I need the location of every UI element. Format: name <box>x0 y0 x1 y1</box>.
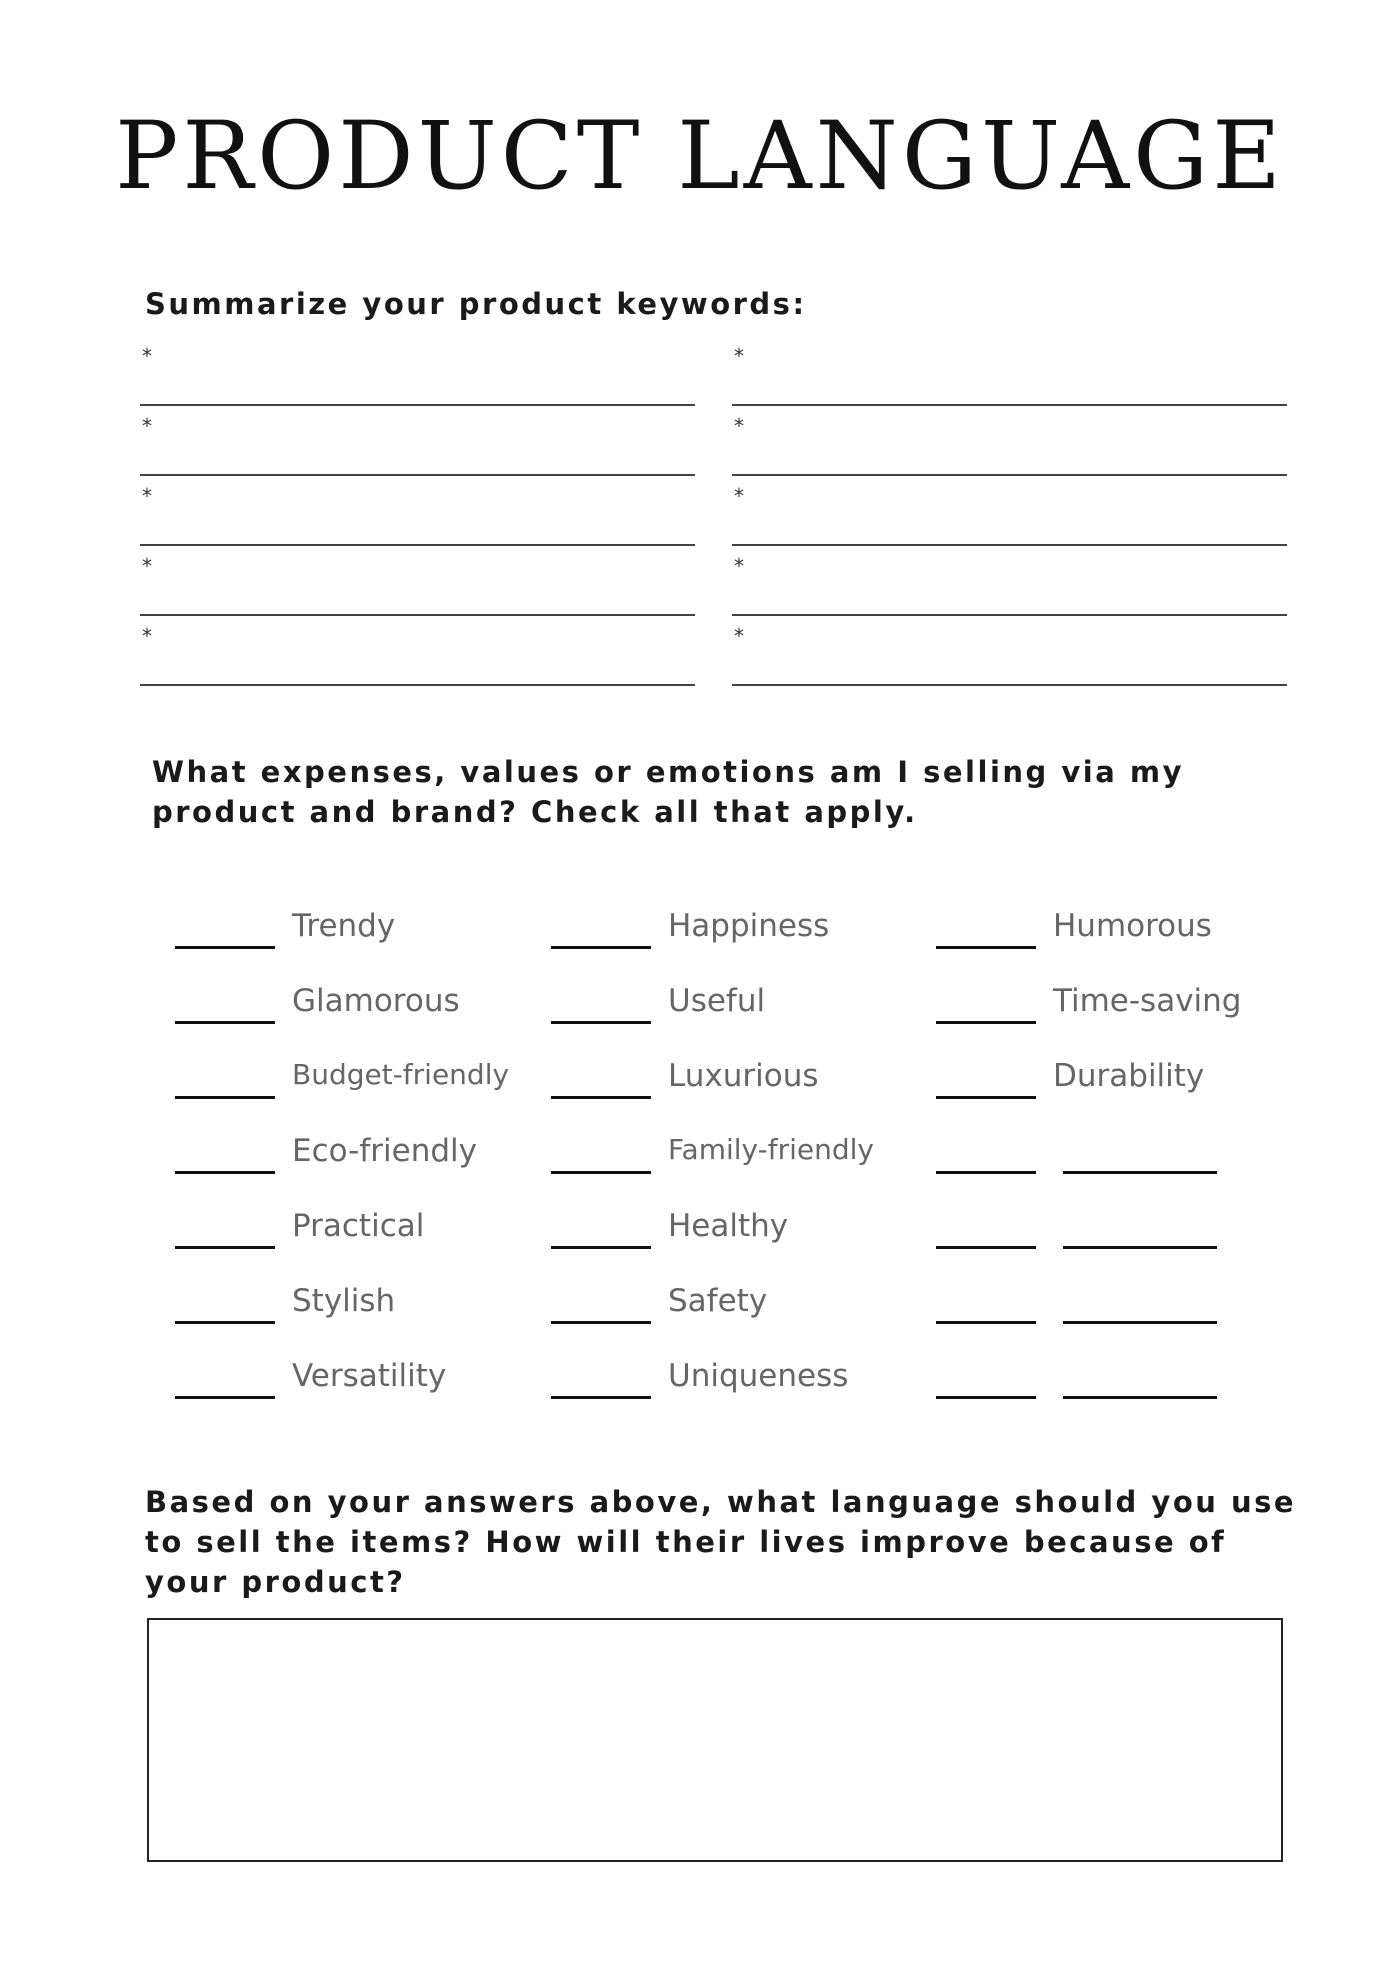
check-blank[interactable] <box>175 1021 275 1024</box>
option-label: Uniqueness <box>668 1358 849 1394</box>
check-blank[interactable] <box>175 1321 275 1324</box>
check-blank[interactable] <box>936 1246 1036 1249</box>
bullet-star: * <box>142 414 152 438</box>
check-blank[interactable] <box>551 946 651 949</box>
option-label: Practical <box>292 1208 425 1244</box>
check-blank[interactable] <box>551 1396 651 1399</box>
option-label: Family-friendly <box>668 1133 874 1166</box>
check-blank[interactable] <box>551 1246 651 1249</box>
answer-box[interactable] <box>147 1618 1283 1862</box>
option-label: Useful <box>668 983 766 1019</box>
keywords-right-column <box>732 336 1287 686</box>
check-blank[interactable] <box>551 1171 651 1174</box>
bullet-star: * <box>734 624 744 648</box>
option-label: Stylish <box>292 1283 396 1319</box>
option-label: Glamorous <box>292 983 460 1019</box>
check-blank[interactable] <box>175 946 275 949</box>
keyword-field[interactable] <box>732 546 1287 616</box>
option-label: Eco-friendly <box>292 1133 477 1169</box>
check-blank[interactable] <box>551 1096 651 1099</box>
keyword-field[interactable] <box>732 336 1287 406</box>
bullet-star: * <box>734 414 744 438</box>
keyword-field[interactable] <box>140 406 695 476</box>
keyword-field[interactable] <box>140 616 695 686</box>
bullet-star: * <box>142 484 152 508</box>
check-blank[interactable] <box>175 1396 275 1399</box>
custom-value-line[interactable] <box>1063 1171 1217 1174</box>
option-label: Trendy <box>292 908 396 944</box>
bullet-star: * <box>142 554 152 578</box>
check-blank[interactable] <box>936 1096 1036 1099</box>
custom-value-line[interactable] <box>1063 1321 1217 1324</box>
check-blank[interactable] <box>551 1021 651 1024</box>
keyword-field[interactable] <box>732 406 1287 476</box>
check-blank[interactable] <box>175 1171 275 1174</box>
keywords-left-column <box>140 336 695 686</box>
keywords-prompt: Summarize your product keywords: <box>145 287 807 321</box>
check-blank[interactable] <box>551 1321 651 1324</box>
page-title: PRODUCT LANGUAGE <box>115 102 1285 211</box>
option-label: Budget-friendly <box>292 1058 510 1091</box>
custom-value-line[interactable] <box>1063 1246 1217 1249</box>
option-label: Happiness <box>668 908 830 944</box>
check-blank[interactable] <box>175 1096 275 1099</box>
option-label: Healthy <box>668 1208 789 1244</box>
keyword-field[interactable] <box>140 546 695 616</box>
bullet-star: * <box>734 484 744 508</box>
check-blank[interactable] <box>936 1321 1036 1324</box>
option-label: Time-saving <box>1053 983 1242 1019</box>
option-label: Durability <box>1053 1058 1205 1094</box>
keyword-field[interactable] <box>140 476 695 546</box>
option-label: Safety <box>668 1283 768 1319</box>
values-prompt: What expenses, values or emotions am I selling via my product and brand? Check all that apply. <box>152 755 1185 829</box>
keyword-field[interactable] <box>732 476 1287 546</box>
option-label: Versatility <box>292 1358 447 1394</box>
bullet-star: * <box>734 344 744 368</box>
keyword-field[interactable] <box>140 336 695 406</box>
option-label: Luxurious <box>668 1058 819 1094</box>
option-label: Humorous <box>1053 908 1212 944</box>
language-prompt: Based on your answers above, what language should you use to sell the items? How will their lives improve because of your product? <box>145 1485 1297 1599</box>
check-blank[interactable] <box>936 946 1036 949</box>
keyword-field[interactable] <box>732 616 1287 686</box>
custom-value-line[interactable] <box>1063 1396 1217 1399</box>
bullet-star: * <box>734 554 744 578</box>
check-blank[interactable] <box>936 1021 1036 1024</box>
bullet-star: * <box>142 624 152 648</box>
check-blank[interactable] <box>936 1396 1036 1399</box>
check-blank[interactable] <box>175 1246 275 1249</box>
bullet-star: * <box>142 344 152 368</box>
check-blank[interactable] <box>936 1171 1036 1174</box>
